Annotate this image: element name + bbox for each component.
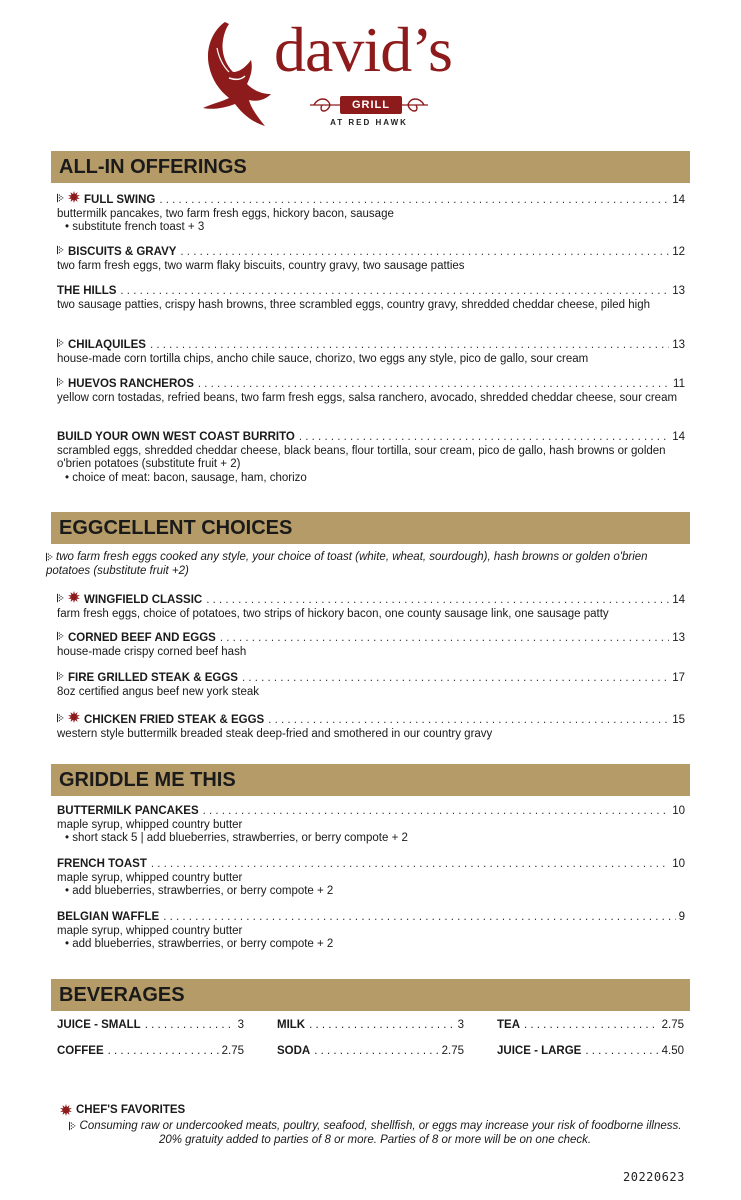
dot-leader bbox=[145, 1019, 235, 1031]
item-price: 3 bbox=[457, 1019, 464, 1031]
item-description: buttermilk pancakes, two farm fresh eggs, hickory bacon, sausage bbox=[57, 207, 394, 220]
dot-leader bbox=[180, 246, 669, 260]
item-price: 12 bbox=[672, 246, 685, 258]
menu-item-west-coast-burrito bbox=[57, 431, 685, 485]
section-header-all-in bbox=[51, 151, 690, 183]
raw-warning-icon bbox=[57, 671, 64, 681]
item-note: • add blueberries, strawberries, or berry compote + 2 bbox=[65, 885, 334, 897]
item-description: house-made crispy corned beef hash bbox=[57, 645, 247, 658]
item-description: western style buttermilk breaded steak deep-fried and smothered in our country gravy bbox=[57, 727, 493, 740]
dot-leader bbox=[163, 911, 675, 925]
dot-leader bbox=[203, 805, 670, 819]
menu-item-wingfield-classic bbox=[57, 591, 685, 621]
item-name: WINGFIELD CLASSIC bbox=[84, 594, 203, 606]
hawk-logo-icon bbox=[195, 18, 275, 130]
menu-item-belgian-waffle bbox=[57, 911, 685, 952]
section-title: BEVERAGES bbox=[59, 984, 185, 1006]
beverage-juice-large bbox=[497, 1045, 684, 1057]
dot-leader bbox=[198, 378, 670, 392]
item-description: maple syrup, whipped country butter bbox=[57, 871, 243, 884]
beverage-milk bbox=[277, 1019, 464, 1031]
item-price: 10 bbox=[672, 858, 685, 870]
item-name: FRENCH TOAST bbox=[57, 858, 147, 870]
menu-item-full-swing bbox=[57, 191, 685, 235]
chef-favorites-legend bbox=[60, 1104, 185, 1116]
dot-leader bbox=[150, 339, 669, 353]
dot-leader bbox=[151, 858, 669, 872]
item-price: 9 bbox=[678, 911, 685, 923]
item-name: FIRE GRILLED STEAK & EGGS bbox=[68, 672, 238, 684]
section-header-griddle bbox=[51, 764, 690, 796]
raw-warning-icon bbox=[57, 338, 64, 348]
item-name: FULL SWING bbox=[84, 194, 156, 206]
grill-badge: GRILL bbox=[340, 96, 402, 114]
item-price: 2.75 bbox=[661, 1019, 684, 1031]
item-price: 13 bbox=[672, 339, 685, 351]
dot-leader bbox=[220, 632, 669, 646]
item-price: 3 bbox=[237, 1019, 244, 1031]
item-price: 2.75 bbox=[221, 1045, 244, 1057]
item-price: 4.50 bbox=[661, 1045, 684, 1057]
beverage-coffee bbox=[57, 1045, 244, 1057]
raw-warning-icon bbox=[57, 193, 64, 203]
item-note: • choice of meat: bacon, sausage, ham, chorizo bbox=[65, 471, 307, 484]
item-description: yellow corn tostadas, refried beans, two farm fresh eggs, salsa ranchero, avocado, shredded cheddar cheese, sour cream bbox=[57, 391, 678, 404]
dot-leader bbox=[309, 1019, 454, 1031]
disclaimer-text: Consuming raw or undercooked meats, poultry, seafood, shellfish, or eggs may increase your risk of foodborne illness. 20% gratuity added to parties of 8 or more. Parties of 8 or more will be on one check. bbox=[79, 1120, 682, 1146]
menu-item-corned-beef bbox=[57, 631, 685, 659]
item-price: 11 bbox=[673, 378, 685, 390]
menu-code: 20220623 bbox=[623, 1170, 685, 1184]
item-name: BUILD YOUR OWN WEST COAST BURRITO bbox=[57, 431, 295, 443]
item-price: 2.75 bbox=[441, 1045, 464, 1057]
raw-warning-icon bbox=[57, 593, 64, 603]
item-name: COFFEE bbox=[57, 1045, 104, 1057]
item-name: CORNED BEEF AND EGGS bbox=[68, 632, 216, 644]
raw-warning-icon bbox=[57, 245, 64, 255]
dot-leader bbox=[268, 714, 669, 728]
item-description: two farm fresh eggs, two warm flaky biscuits, country gravy, two sausage patties bbox=[57, 259, 465, 272]
item-price: 14 bbox=[672, 431, 685, 443]
item-name: BISCUITS & GRAVY bbox=[68, 246, 177, 258]
item-name: BUTTERMILK PANCAKES bbox=[57, 805, 199, 817]
item-price: 13 bbox=[672, 632, 685, 644]
brand-wordmark: david’s bbox=[274, 14, 452, 85]
dot-leader bbox=[120, 285, 669, 299]
dot-leader bbox=[206, 594, 669, 608]
chef-favorite-icon bbox=[68, 191, 80, 203]
restaurant-logo bbox=[190, 12, 480, 132]
item-description: maple syrup, whipped country butter bbox=[57, 924, 243, 937]
item-name: CHICKEN FRIED STEAK & EGGS bbox=[84, 714, 265, 726]
section-header-eggcellent bbox=[51, 512, 690, 544]
item-name: HUEVOS RANCHEROS bbox=[68, 378, 194, 390]
section-title: GRIDDLE ME THIS bbox=[59, 769, 236, 791]
menu-item-huevos-rancheros bbox=[57, 377, 685, 405]
dot-leader bbox=[108, 1045, 219, 1057]
menu-item-biscuits-gravy bbox=[57, 245, 685, 273]
item-note: • substitute french toast + 3 bbox=[65, 221, 205, 233]
dot-leader bbox=[314, 1045, 438, 1057]
item-note: • add blueberries, strawberries, or berry compote + 2 bbox=[65, 938, 334, 950]
item-description: scrambled eggs, shredded cheddar cheese, black beans, flour tortilla, sour cream, pico de gallo, hash browns or golden o'brien potatoes (substitute fruit + 2) bbox=[57, 444, 666, 470]
dot-leader bbox=[524, 1019, 659, 1031]
item-price: 14 bbox=[672, 594, 685, 606]
item-name: BELGIAN WAFFLE bbox=[57, 911, 160, 923]
item-name: MILK bbox=[277, 1019, 306, 1031]
raw-warning-icon bbox=[57, 713, 64, 723]
section-header-beverages bbox=[51, 979, 690, 1011]
section-intro bbox=[46, 550, 676, 578]
menu-item-the-hills bbox=[57, 285, 685, 312]
section-title: ALL-IN OFFERINGS bbox=[59, 156, 247, 178]
menu-item-french-toast bbox=[57, 858, 685, 899]
menu-item-chicken-fried-steak bbox=[57, 711, 685, 741]
item-name: THE HILLS bbox=[57, 285, 117, 297]
dot-leader bbox=[299, 431, 669, 445]
chef-favorite-icon bbox=[68, 711, 80, 723]
dot-leader bbox=[159, 194, 669, 208]
item-price: 17 bbox=[672, 672, 685, 684]
item-description: farm fresh eggs, choice of potatoes, two strips of hickory bacon, one county sausage link, one sausage patty bbox=[57, 607, 609, 620]
item-description: maple syrup, whipped country butter bbox=[57, 818, 243, 831]
disclaimer bbox=[60, 1119, 690, 1147]
menu-item-buttermilk-pancakes bbox=[57, 805, 685, 846]
chef-favorite-icon bbox=[68, 591, 80, 603]
chef-favorite-icon bbox=[60, 1104, 72, 1116]
item-description: house-made corn tortilla chips, ancho chile sauce, chorizo, two eggs any style, pico de gallo, sour cream bbox=[57, 352, 589, 365]
intro-text: two farm fresh eggs cooked any style, your choice of toast (white, wheat, sourdough), hash browns or golden o'brien potatoes (substitute fruit +2) bbox=[46, 551, 648, 577]
menu-item-chilaquiles bbox=[57, 338, 685, 366]
raw-warning-icon bbox=[46, 552, 53, 562]
item-name: JUICE - SMALL bbox=[57, 1019, 141, 1031]
raw-warning-icon bbox=[57, 377, 64, 387]
section-title: EGGCELLENT CHOICES bbox=[59, 517, 293, 539]
beverage-tea bbox=[497, 1019, 684, 1031]
raw-warning-icon bbox=[69, 1121, 76, 1131]
dot-leader bbox=[585, 1045, 658, 1057]
legend-label: CHEF'S FAVORITES bbox=[76, 1104, 186, 1116]
raw-warning-icon bbox=[57, 631, 64, 641]
item-price: 14 bbox=[672, 194, 685, 206]
item-name: CHILAQUILES bbox=[68, 339, 146, 351]
beverage-juice-small bbox=[57, 1019, 244, 1031]
item-price: 10 bbox=[672, 805, 685, 817]
item-note: • short stack 5 | add blueberries, strawberries, or berry compote + 2 bbox=[65, 832, 408, 844]
item-description: 8oz certified angus beef new york steak bbox=[57, 685, 260, 698]
item-name: JUICE - LARGE bbox=[497, 1045, 582, 1057]
beverage-soda bbox=[277, 1045, 464, 1057]
item-price: 13 bbox=[672, 285, 685, 297]
item-name: TEA bbox=[497, 1019, 520, 1031]
menu-item-steak-eggs bbox=[57, 671, 685, 699]
item-price: 15 bbox=[672, 714, 685, 726]
brand-tagline: AT RED HAWK bbox=[330, 118, 408, 127]
item-name: SODA bbox=[277, 1045, 311, 1057]
dot-leader bbox=[242, 672, 669, 686]
item-description: two sausage patties, crispy hash browns, three scrambled eggs, country gravy, shredded cheddar cheese, piled high bbox=[57, 298, 651, 311]
